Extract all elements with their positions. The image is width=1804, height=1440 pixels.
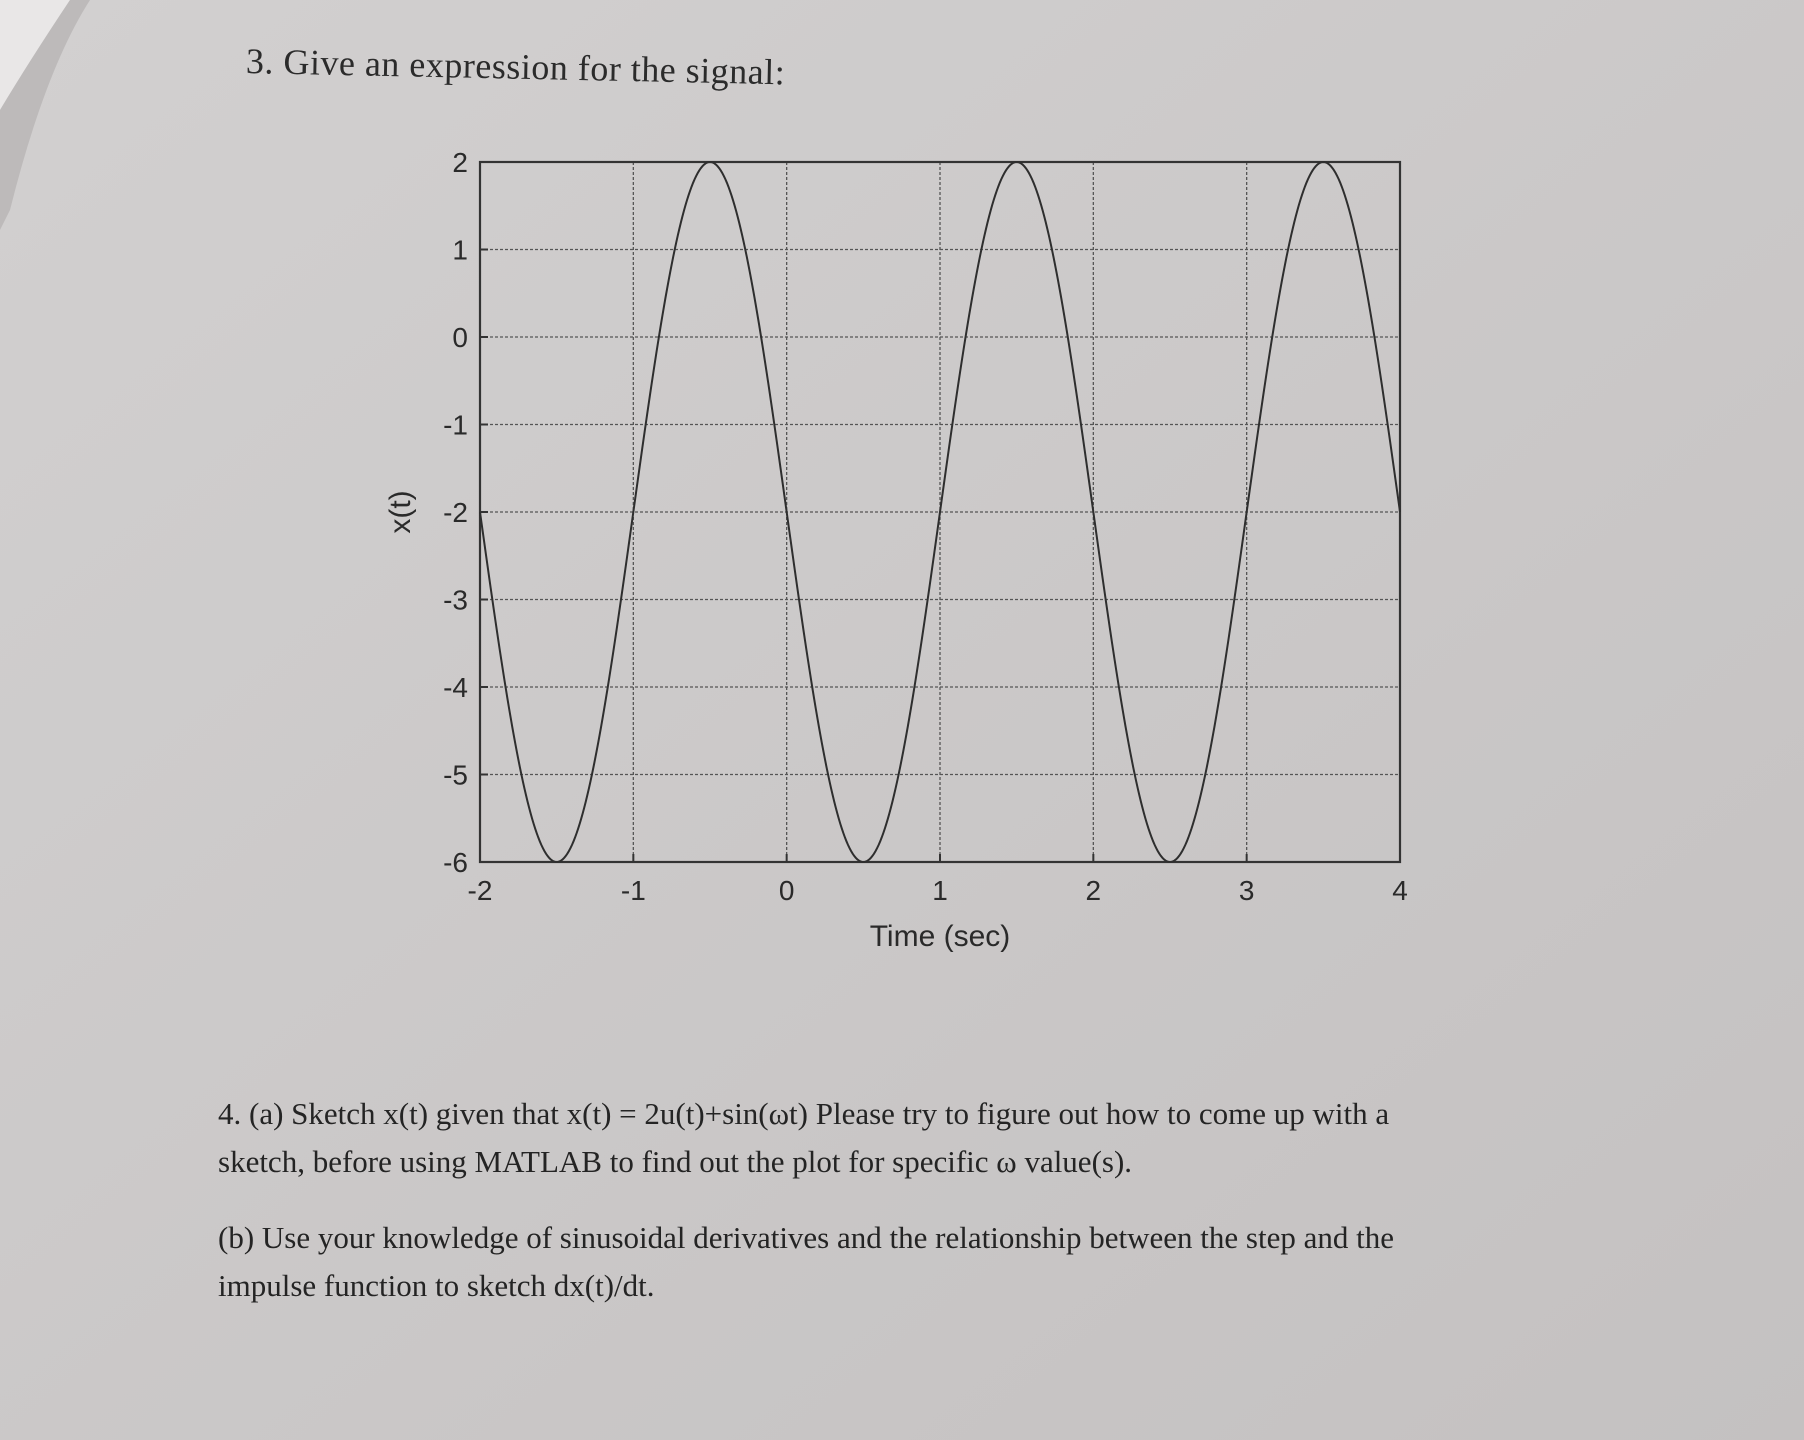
question-3-title: 3. Give an expression for the signal: [245,41,786,93]
question-4b [218,1214,1638,1310]
y-tick-label: 0 [452,322,468,353]
y-tick-label: -6 [443,847,468,878]
signal-chart-svg [380,140,1440,970]
x-tick-label: 3 [1238,875,1255,906]
question-4a [218,1090,1638,1186]
x-tick-label: 2 [1085,875,1102,906]
x-tick-label: -2 [467,875,493,906]
signal-chart [380,140,1440,970]
x-tick-label: 0 [778,875,795,906]
question-4b-line-2: impulse function to sketch dx(t)/dt. [218,1268,655,1303]
x-tick-label: 4 [1392,875,1408,906]
question-4a-line-2: sketch, before using MATLAB to find out the plot for specific ω value(s). [218,1144,1133,1179]
question-4 [218,1090,1638,1338]
y-tick-label: 1 [452,234,468,266]
y-tick-label: -3 [443,584,468,616]
x-axis-label: Time (sec) [869,920,1011,953]
x-tick-label: -1 [620,875,646,906]
question-4a-line-1: 4. (a) Sketch x(t) given that x(t) = 2u(t)+sin(ωt) Please try to figure out how to come up with a [218,1096,1390,1131]
y-tick-label: -1 [443,409,468,441]
y-axis-label: x(t) [384,490,417,534]
y-tick-label: 2 [452,147,468,178]
y-tick-label: -5 [443,759,468,791]
y-tick-label: -4 [443,672,468,703]
y-tick-label: -2 [443,497,468,528]
question-4b-line-1: (b) Use your knowledge of sinusoidal derivatives and the relationship between the step and the [218,1220,1394,1255]
x-tick-label: 1 [932,875,948,906]
